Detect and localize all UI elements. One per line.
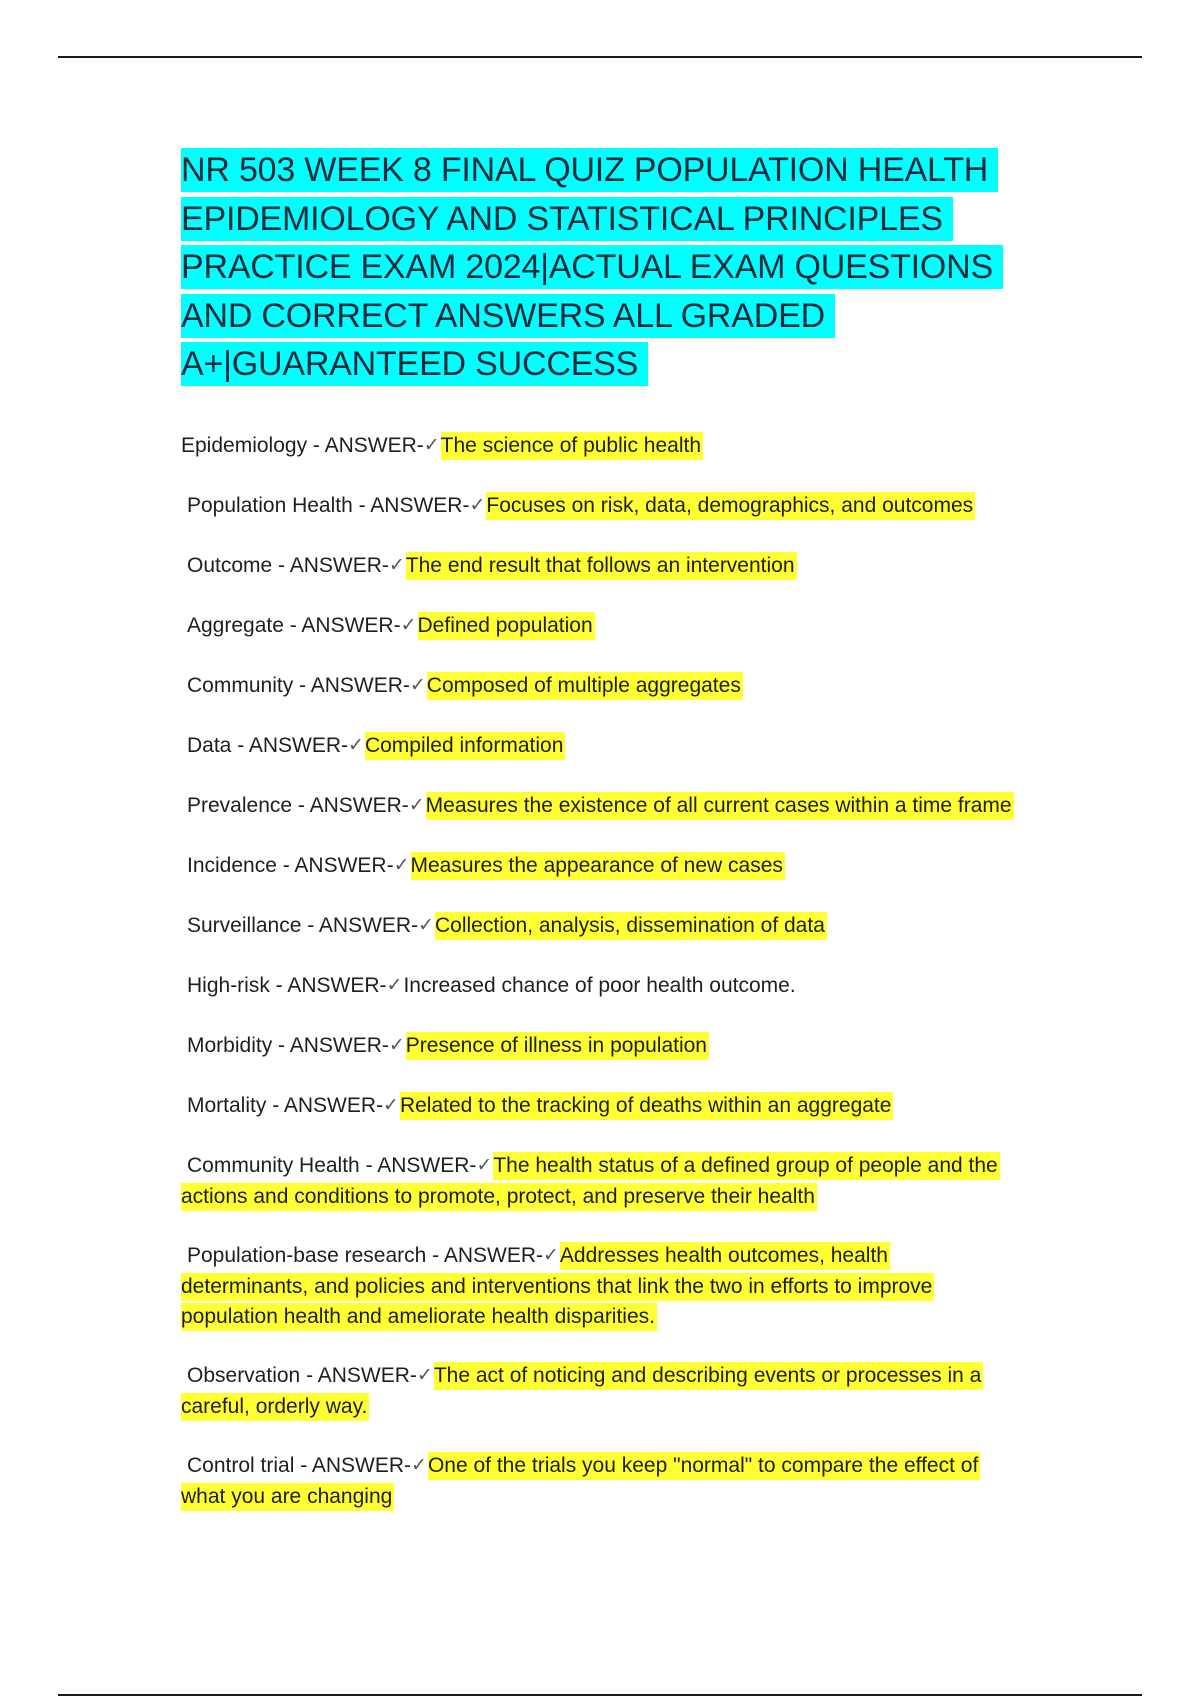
qa-entry [181,671,1021,702]
entry-term: Data [187,733,232,757]
answer-separator: - ANSWER- [426,1243,543,1267]
qa-entry [181,491,1021,522]
qa-entry [181,431,1021,462]
answer-separator: - ANSWER- [301,913,419,937]
qa-entry [181,1151,1021,1212]
answer-separator: - ANSWER- [272,1033,389,1057]
highlighted-answer: Related to the tracking of deaths within an aggregate [400,1092,894,1120]
check-mark-icon: ✓ [393,854,410,876]
qa-entry [181,791,1021,822]
entry-term: Surveillance [187,913,302,937]
entry-term: Population Health [187,493,353,517]
document-body [181,146,1021,1541]
entry-term: High-risk [187,973,270,997]
footer-rule [58,1694,1142,1696]
highlighted-answer: Addresses health outcomes, health determinants, and policies and interventions that link the two in efforts to improve population health and ameliorate health disparities. [181,1242,934,1331]
check-mark-icon: ✓ [388,554,405,576]
answer-separator: - ANSWER- [352,493,470,517]
highlighted-answer: One of the trials you keep "normal" to compare the effect of what you are changing [181,1452,980,1511]
entry-term: Outcome [187,553,273,577]
title-highlight: NR 503 WEEK 8 FINAL QUIZ POPULATION HEALTH EPIDEMIOLOGY AND STATISTICAL PRINCIPLES PRACTICE EXAM 2024|ACTUAL EXAM QUESTIONS AND CORRECT ANSWERS ALL GRADED A+|GUARANTEED SUCCESS [181,148,1003,386]
check-mark-icon: ✓ [423,434,440,456]
check-mark-icon: ✓ [411,1454,427,1476]
highlighted-answer: Compiled information [365,732,565,760]
qa-entry [181,1361,1021,1422]
highlighted-answer: Measures the appearance of new cases [411,852,785,880]
check-mark-icon: ✓ [400,614,417,636]
answer-text: Increased chance of poor health outcome. [403,973,796,997]
qa-entry [181,1451,1021,1512]
check-mark-icon: ✓ [386,974,403,996]
qa-entry [181,731,1021,762]
check-mark-icon: ✓ [348,734,364,756]
qa-entry [181,611,1021,642]
answer-separator: - ANSWER- [293,673,410,697]
answer-separator: - ANSWER- [300,1363,417,1387]
qa-entry [181,911,1021,942]
entry-term: Aggregate [187,613,284,637]
check-mark-icon: ✓ [416,1364,433,1386]
answer-separator: - ANSWER- [283,613,401,637]
highlighted-answer: Collection, analysis, dissemination of data [435,912,827,940]
highlighted-answer: The end result that follows an intervention [406,552,797,580]
check-mark-icon: ✓ [408,794,425,816]
answer-separator: - ANSWER- [269,973,387,997]
qa-entry [181,971,1021,1002]
answer-separator: - ANSWER- [359,1153,477,1177]
highlighted-answer: The science of public health [441,432,703,460]
header-rule [58,56,1142,58]
qa-entry [181,1091,1021,1122]
document-title [181,146,1021,389]
highlighted-answer: Defined population [418,612,595,640]
highlighted-answer: Measures the existence of all current cases within a time frame [426,792,1014,820]
answer-separator: - ANSWER- [292,793,409,817]
entry-term: Incidence [187,853,277,877]
entry-term: Community [187,673,294,697]
entry-term: Epidemiology [181,433,308,457]
answer-separator: - ANSWER- [307,433,424,457]
check-mark-icon: ✓ [388,1034,405,1056]
check-mark-icon: ✓ [543,1244,559,1266]
highlighted-answer: Focuses on risk, data, demographics, and outcomes [486,492,975,520]
qa-entry [181,1031,1021,1062]
entry-term: Community Health [187,1153,360,1177]
check-mark-icon: ✓ [418,914,434,936]
check-mark-icon: ✓ [469,494,486,516]
qa-entry [181,551,1021,582]
entry-term: Control trial [187,1453,295,1477]
qa-list [181,431,1021,1512]
entry-term: Observation [187,1363,301,1387]
answer-separator: - ANSWER- [294,1453,412,1477]
qa-entry [181,1241,1021,1332]
answer-separator: - ANSWER- [266,1093,384,1117]
highlighted-answer: Presence of illness in population [406,1032,709,1060]
highlighted-answer: Composed of multiple aggregates [427,672,743,700]
entry-term: Population-base research [187,1243,427,1267]
check-mark-icon: ✓ [476,1154,493,1176]
highlighted-answer: The act of noticing and describing events or processes in a careful, orderly way. [181,1362,983,1421]
answer-separator: - ANSWER- [272,553,389,577]
answer-separator: - ANSWER- [231,733,349,757]
entry-term: Mortality [187,1093,267,1117]
answer-separator: - ANSWER- [276,853,394,877]
entry-term: Morbidity [187,1033,273,1057]
highlighted-answer: The health status of a defined group of people and the actions and conditions to promote, protect, and preserve their health [181,1152,1000,1211]
check-mark-icon: ✓ [409,674,426,696]
qa-entry [181,851,1021,882]
entry-term: Prevalence [187,793,293,817]
check-mark-icon: ✓ [383,1094,399,1116]
